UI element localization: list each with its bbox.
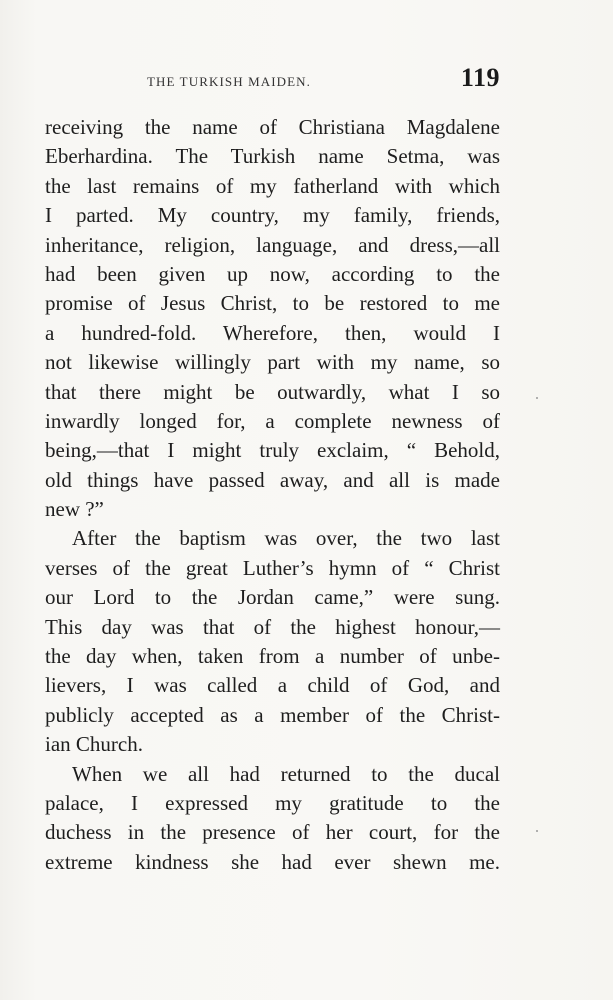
text-line: the day when, taken from a number of unbe- xyxy=(45,644,500,669)
paper-speck xyxy=(536,397,538,399)
text-line: verses of the great Luther’s hymn of “ Christ xyxy=(45,555,500,580)
text-line: the last remains of my fatherland with which xyxy=(45,173,500,198)
text-line: I parted. My country, my family, friends, xyxy=(45,203,500,228)
text-line: inheritance, religion, language, and dress,—all xyxy=(45,232,500,257)
text-line: not likewise willingly part with my name, so xyxy=(45,350,500,375)
text-line: being,—that I might truly exclaim, “ Behold, xyxy=(45,438,500,463)
text-line: our Lord to the Jordan came,” were sung. xyxy=(45,585,500,610)
text-line: receiving the name of Christiana Magdalene xyxy=(45,115,500,139)
text-line: promise of Jesus Christ, to be restored to me xyxy=(45,291,500,316)
text-line: that there might be outwardly, what I so xyxy=(45,379,500,404)
paper-speck xyxy=(536,830,538,832)
text-line: duchess in the presence of her court, for the xyxy=(45,820,500,845)
text-line: extreme kindness she had ever shewn me. xyxy=(45,849,500,874)
text-line: publicly accepted as a member of the Christ- xyxy=(45,702,500,727)
text-line: Eberhardina. The Turkish name Setma, was xyxy=(45,144,500,169)
text-line: When we all had returned to the ducal xyxy=(72,761,500,786)
text-line: inwardly longed for, a complete newness of xyxy=(45,408,500,433)
text-line: After the baptism was over, the two last xyxy=(72,526,500,551)
text-line: palace, I expressed my gratitude to the xyxy=(45,790,500,815)
text-line: a hundred-fold. Wherefore, then, would I xyxy=(45,320,500,345)
paragraph-2 xyxy=(45,524,500,759)
paragraph-1 xyxy=(45,113,500,524)
paragraph-3 xyxy=(45,760,500,878)
text-line: This day was that of the highest honour,— xyxy=(45,614,500,639)
running-title: THE TURKISH MAIDEN. xyxy=(147,74,312,89)
text-line: new ?” xyxy=(45,497,104,522)
text-line: ian Church. xyxy=(45,732,143,757)
page-number: 119 xyxy=(460,63,500,92)
text-line: had been given up now, according to the xyxy=(45,261,500,286)
text-line: old things have passed away, and all is made xyxy=(45,467,500,492)
page-header xyxy=(45,60,500,94)
body-text xyxy=(45,113,500,877)
text-line: lievers, I was called a child of God, and xyxy=(45,673,500,698)
